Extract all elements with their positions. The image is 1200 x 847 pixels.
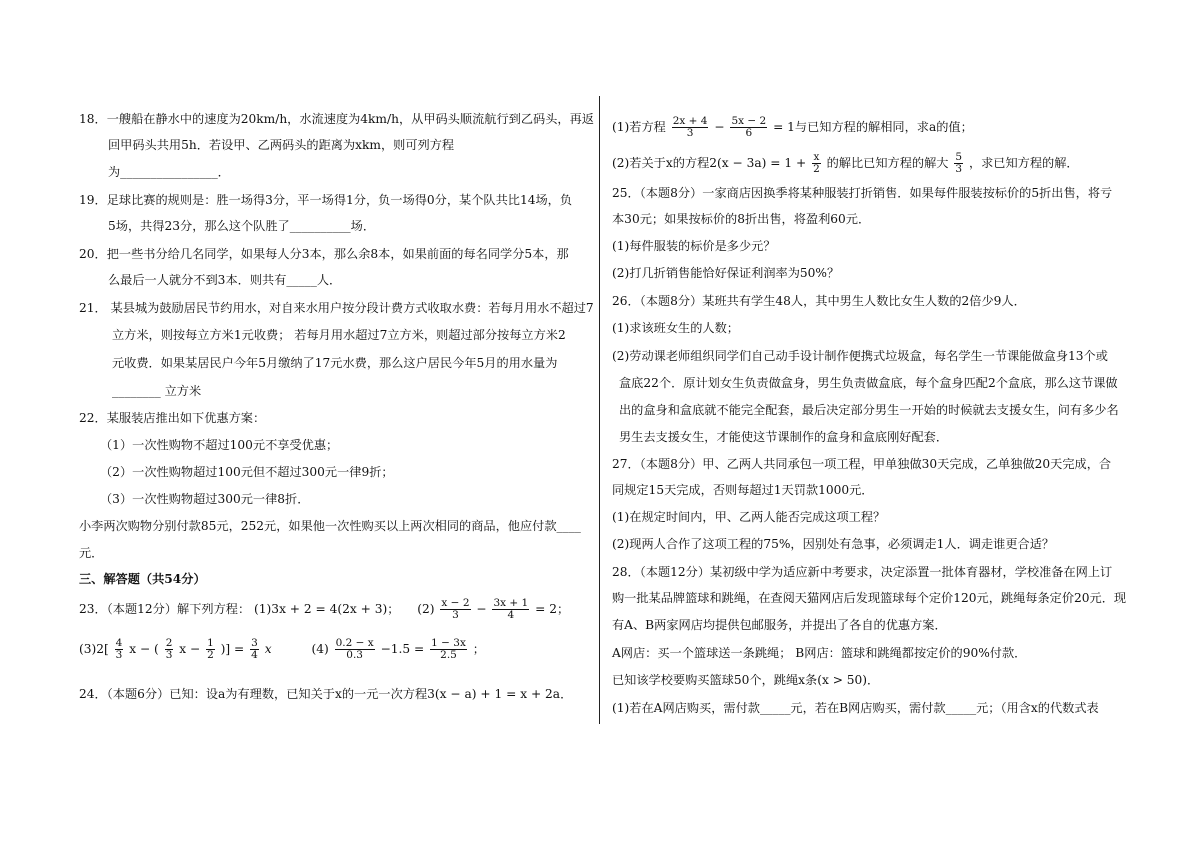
frac-denominator: 3 — [165, 649, 173, 661]
q27-line-1: 27．（本题8分）甲、乙两人共同承包一项工程，甲单独做30天完成，乙单独做20天完成，合 — [612, 457, 1112, 471]
q26-line-1: 26．（本题8分）某班共有学生48人，其中男生人数比女生人数的2倍少9人． — [612, 294, 1026, 308]
q22-line-5: 小李两次购物分别付款85元，252元，如果他一次性购买以上两次相同的商品，他应付款____ — [79, 519, 581, 533]
frac-numerator: 1 — [207, 637, 214, 649]
frac-denominator: 4 — [507, 609, 515, 621]
frac-denominator: 0.3 — [346, 649, 363, 661]
minus-sign: − — [714, 120, 725, 134]
q22-option-1: （1）一次性购物不超过100元不享受优惠； — [100, 438, 339, 452]
q21-line-2: 立方米，则按每立方米1元收费； 若每月用水超过7立方米，则超过部分按每立方米2 — [112, 328, 566, 342]
frac-numerator: 5 — [955, 151, 963, 163]
equation-end: = 2； — [535, 602, 570, 616]
q23-part-3-label: (3)2[ — [79, 642, 109, 656]
expr-text: x − — [179, 642, 201, 656]
frac-numerator: 5x − 2 — [731, 115, 767, 127]
frac-denominator: 2.5 — [440, 649, 457, 661]
q24-part-1 — [612, 116, 973, 139]
expr-text: x — [264, 642, 272, 656]
expr-text: −1.5 = — [380, 642, 425, 656]
q23-frac-4 — [165, 638, 174, 661]
q24-frac-4 — [954, 152, 963, 175]
frac-denominator: 6 — [745, 127, 753, 139]
q26-line-5: 出的盒身和盒底就不能完全配套，最后决定部分男生一开始的时候就去支援女生，问有多少名 — [619, 403, 1119, 417]
q23-part-1: (1)3x + 2 = 4(2x + 3)； — [254, 602, 400, 616]
frac-denominator: 3 — [452, 609, 459, 621]
q27-line-2: 同规定15天完成，否则每超过1天罚款1000元． — [612, 483, 874, 497]
frac-numerator: x — [813, 151, 820, 163]
frac-numerator: 2x + 4 — [672, 115, 708, 127]
q23-line — [79, 598, 569, 621]
expr-text: x − ( — [129, 642, 159, 656]
equation-end: ； — [472, 642, 485, 656]
frac-numerator: 3 — [251, 637, 258, 649]
q19-line-1: 19．足球比赛的规则是：胜一场得3分，平一场得1分，负一场得0分，某个队共比14场，负 — [79, 193, 573, 207]
q28-line-6: (1)若在A网店购买，需付款_____元，若在B网店购买，需付款_____元；（用含x的代数式表 — [612, 701, 1099, 715]
q18-line-1: 18．一艘船在静水中的速度为20km/h，水流速度为4km/h，从甲码头顺流航行到乙码头，再返 — [79, 112, 594, 126]
q21-line-4: ________ 立方米 — [112, 384, 202, 398]
frac-denominator: 2 — [207, 649, 214, 661]
frac-numerator: 3x + 1 — [493, 597, 529, 609]
expr-text: ，求已知方程的解． — [968, 156, 1079, 170]
q23-part-2-label: (2) — [417, 602, 435, 616]
q24-frac-3 — [812, 152, 821, 175]
frac-numerator: 2 — [165, 637, 173, 649]
q23-frac-6 — [250, 638, 259, 661]
column-divider — [599, 96, 600, 724]
frac-numerator: x − 2 — [441, 597, 470, 609]
expr-text: (2)若关于x的方程2(x − 3a) = 1 + — [612, 156, 807, 170]
q23-frac-3 — [115, 638, 124, 661]
q19-line-2: 5场，共得23分，那么这个队胜了__________场． — [108, 219, 376, 233]
q20-line-2: 么最后一人就分不到3本．则共有_____人． — [108, 273, 342, 287]
minus-sign: − — [476, 602, 487, 616]
q22-option-3: （3）一次性购物超过300元一律8折． — [100, 492, 310, 506]
q25-line-3: (1)每件服装的标价是多少元？ — [612, 239, 776, 253]
q21-line-3: 元收费．如果某居民户今年5月缴纳了17元水费，那么这户居民今年5月的用水量为 — [112, 356, 558, 370]
frac-denominator: 3 — [115, 649, 123, 661]
q23-frac-5 — [206, 638, 215, 661]
q23-line-2 — [79, 638, 485, 661]
q24-line-1: 24．（本题6分）已知：设a为有理数，已知关于x的一元一次方程3(x − a) + 1 = x + 2a． — [79, 687, 573, 701]
q22-line-1: 22．某服装店推出如下优惠方案： — [79, 411, 266, 425]
frac-denominator: 2 — [813, 163, 820, 175]
q20-line-1: 20．把一些书分给几名同学，如果每人分3本，那么余8本，如果前面的每名同学分5本，那 — [79, 247, 569, 261]
q28-line-3: 有A、B两家网店均提供包邮服务，并提出了各自的优惠方案． — [612, 618, 947, 632]
frac-denominator: 4 — [251, 649, 258, 661]
q23-frac-7 — [335, 638, 375, 661]
q24-part-2 — [612, 152, 1079, 175]
q26-line-2: (1)求该班女生的人数； — [612, 321, 739, 335]
q21-line-1: 21． 某县城为鼓励居民节约用水，对自来水用户按分段计费方式收取水费：若每月用水不超过7 — [79, 301, 594, 315]
section-heading: 三、解答题（共54分） — [79, 572, 206, 586]
frac-numerator: 1 − 3x — [431, 637, 466, 649]
q28-line-4: A网店：买一个篮球送一条跳绳； B网店：篮球和跳绳都按定价的90%付款． — [612, 646, 1027, 660]
q27-line-3: (1)在规定时间内，甲、乙两人能否完成这项工程？ — [612, 510, 886, 524]
q26-line-6: 男生去支援女生，才能使这节课制作的盒身和盒底刚好配套． — [619, 430, 949, 444]
q28-line-1: 28．（本题12分）某初级中学为适应新中考要求，决定添置一批体育器材，学校准备在网上订 — [612, 565, 1113, 579]
expr-text: (1)若方程 — [612, 120, 666, 134]
q27-line-4: (2)现两人合作了这项工程的75%，因别处有急事，必须调走1人．调走谁更合适？ — [612, 537, 1055, 551]
frac-numerator: 0.2 − x — [335, 637, 374, 649]
q25-line-4: (2)打几折销售能恰好保证利润率为50%？ — [612, 266, 840, 280]
q24-frac-2 — [730, 116, 767, 139]
q28-line-2: 购一批某品牌篮球和跳绳，在查阅天猫网店后发现篮球每个定价120元，跳绳每条定价20元．现 — [612, 591, 1127, 605]
q18-line-2: 回甲码头共用5h．若设甲、乙两码头的距离为xkm，则可列方程 — [108, 138, 455, 152]
expr-text: )] = — [220, 642, 245, 656]
q28-line-5: 已知该学校要购买篮球50个，跳绳x条(x > 50)． — [612, 673, 880, 687]
expr-text: 的解比已知方程的解大 — [826, 156, 949, 170]
frac-numerator: 4 — [115, 637, 123, 649]
frac-denominator: 3 — [955, 163, 963, 175]
q22-option-2: （2）一次性购物超过100元但不超过300元一律9折； — [100, 465, 394, 479]
q23-frac-8 — [430, 638, 467, 661]
q25-line-2: 本30元；如果按标价的8折出售，将盈利60元． — [612, 212, 871, 226]
q26-line-4: 盒底22个．原计划女生负责做盒身，男生负责做盒底，每个盒身匹配2个盒底，那么这节课做 — [619, 376, 1118, 390]
expr-text: = 1与已知方程的解相同，求a的值； — [773, 120, 973, 134]
frac-denominator: 3 — [686, 127, 694, 139]
q22-line-6: 元． — [79, 546, 104, 560]
q25-line-1: 25．（本题8分）一家商店因换季将某种服装打折销售．如果每件服装按标价的5折出售，将亏 — [612, 186, 1113, 200]
q26-line-3: (2)劳动课老师组织同学们自己动手设计制作便携式垃圾盒，每名学生一节课能做盒身13个或 — [612, 349, 1108, 363]
q23-part-4-label: (4) — [311, 642, 329, 656]
q18-line-3: 为________________． — [108, 165, 230, 179]
q24-frac-1 — [672, 116, 709, 139]
q23-frac-1 — [440, 598, 470, 621]
q23-frac-2 — [492, 598, 529, 621]
q23-head: 23．（本题12分）解下列方程： — [79, 602, 251, 616]
